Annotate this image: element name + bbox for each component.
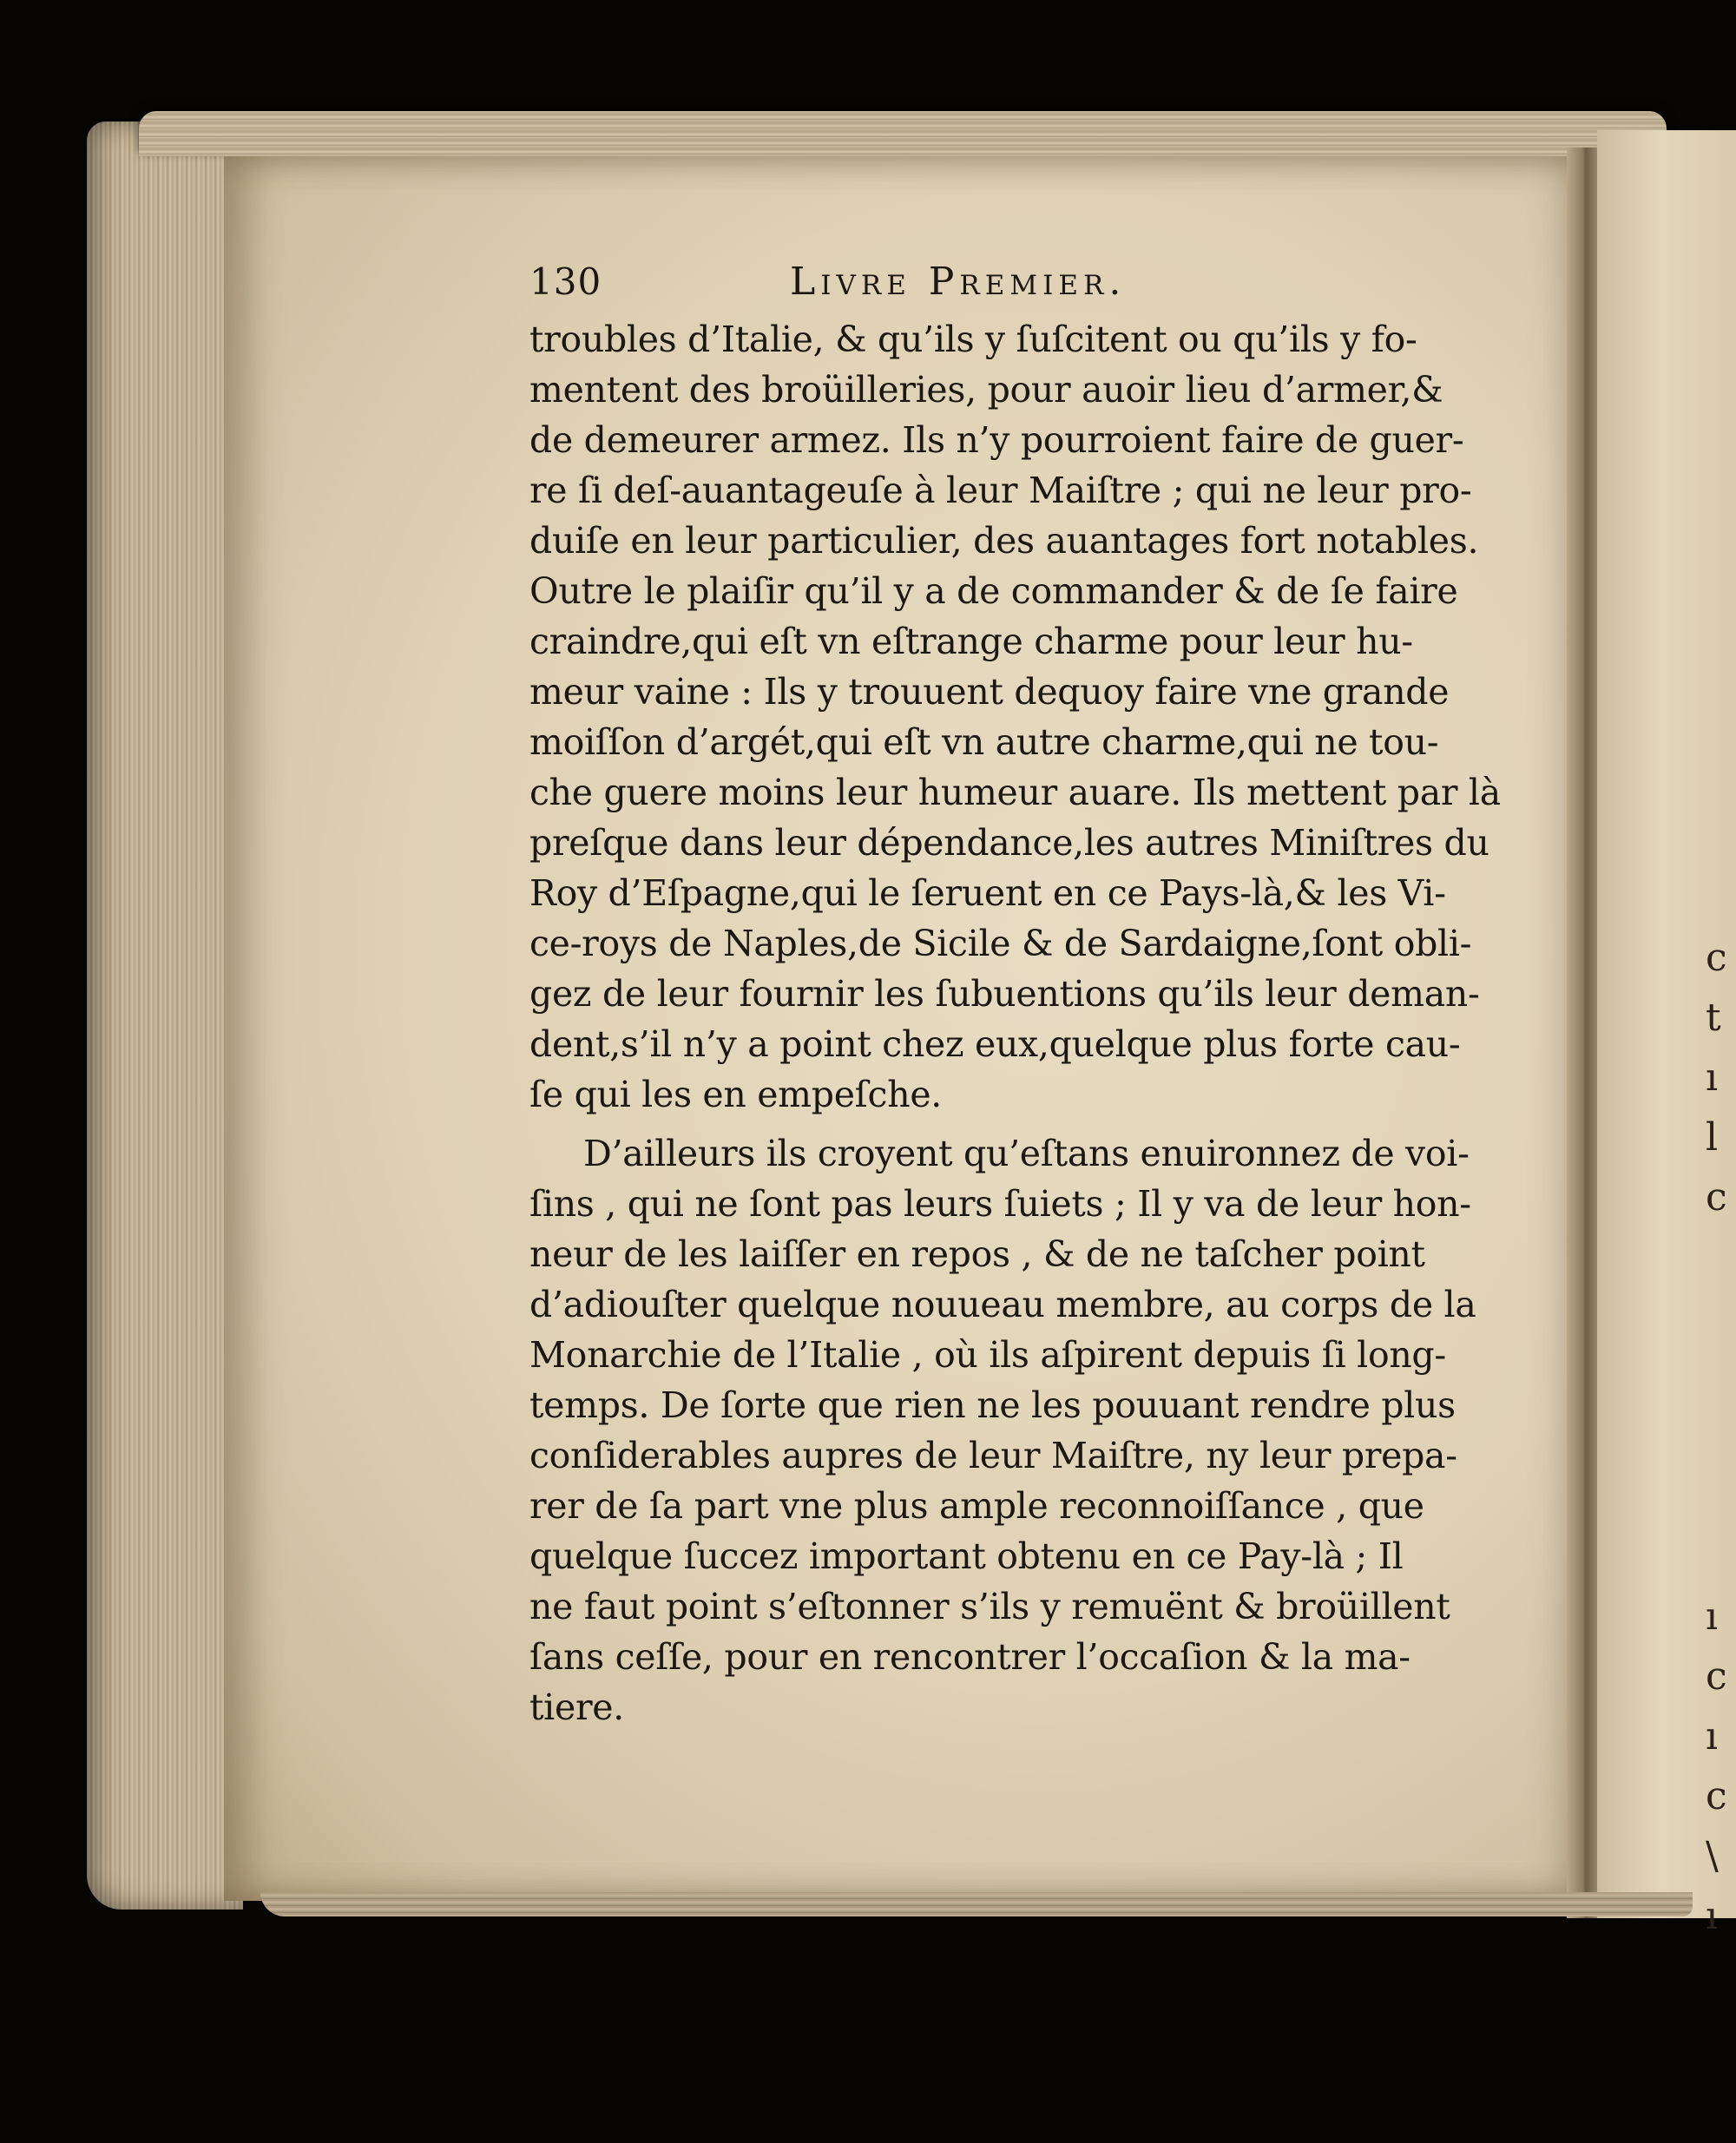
text-line: ſe qui les en empeſche. [529, 1074, 943, 1115]
right-page-text-fragment: c t ı l c ı c ı c \ ı [1706, 936, 1727, 1938]
text-line: Outre le plaiſir qu’il y a de commander & de ſe faire [529, 570, 1458, 612]
text-line: de demeurer armez. Ils n’y pourroient faire de guer- [529, 419, 1464, 461]
text-line: dent,s’il n’y a point chez eux,quelque plus forte cau- [529, 1023, 1461, 1065]
running-title: Livre Premier. [790, 260, 1127, 304]
text-line: ſins , qui ne ſont pas leurs ſuiets ; Il y va de leur hon- [529, 1183, 1471, 1225]
text-line: ce-roys de Naples,de Sicile & de Sardaigne,ſont obli- [529, 923, 1472, 964]
text-line: gez de leur fournir les ſubuentions qu’ils leur deman- [529, 973, 1480, 1015]
running-head [529, 252, 1493, 312]
text-line: tiere. [529, 1686, 624, 1728]
text-line: quelque ſuccez important obtenu en ce Pay-là ; Il [529, 1535, 1404, 1577]
text-line: conſiderables aupres de leur Maiſtre, ny leur prepa- [529, 1435, 1457, 1476]
text-line: ſans ceſſe, pour en rencontrer l’occaſion & la ma- [529, 1636, 1410, 1678]
text-line: che guere moins leur humeur auare. Ils mettent par là [529, 772, 1501, 813]
text-line: troubles d’Italie, & qu’ils y ſuſcitent ou qu’ils y fo- [529, 319, 1417, 360]
text-line: meur vaine : Ils y trouuent dequoy faire vne grande [529, 671, 1450, 713]
text-line: Roy d’Eſpagne,qui le ſeruent en ce Pays-là,& les Vi- [529, 872, 1446, 914]
page-number: 130 [529, 260, 602, 303]
text-line: re ſi deſ-auantageuſe à leur Maiſtre ; qui ne leur pro- [529, 470, 1472, 511]
text-line: Monarchie de l’Italie , où ils aſpirent depuis ſi long- [529, 1334, 1446, 1376]
text-line: d’adiouſter quelque nouueau membre, au corps de la [529, 1284, 1476, 1325]
text-line: neur de les laiſſer en repos , & de ne taſcher point [529, 1233, 1425, 1275]
text-line: craindre,qui eſt vn eſtrange charme pour leur hu- [529, 621, 1413, 662]
text-line: rer de ſa part vne plus ample reconnoiſſance , que [529, 1485, 1424, 1527]
text-line: ne faut point s’eſtonner s’ils y remuënt & broüillent [529, 1586, 1450, 1627]
text-line: mentent des broüilleries, pour auoir lieu d’armer,& [529, 369, 1443, 411]
text-line: temps. De ſorte que rien ne les pouuant rendre plus [529, 1384, 1456, 1426]
text-line: D’ailleurs ils croyent qu’eſtans enuironnez de voi- [583, 1133, 1470, 1174]
text-line: preſque dans leur dépendance,les autres Miniſtres du [529, 822, 1489, 864]
text-line: moiſſon d’argét,qui eſt vn autre charme,qui ne tou- [529, 721, 1439, 763]
text-line: duiſe en leur particulier, des auantages fort notables. [529, 520, 1479, 562]
